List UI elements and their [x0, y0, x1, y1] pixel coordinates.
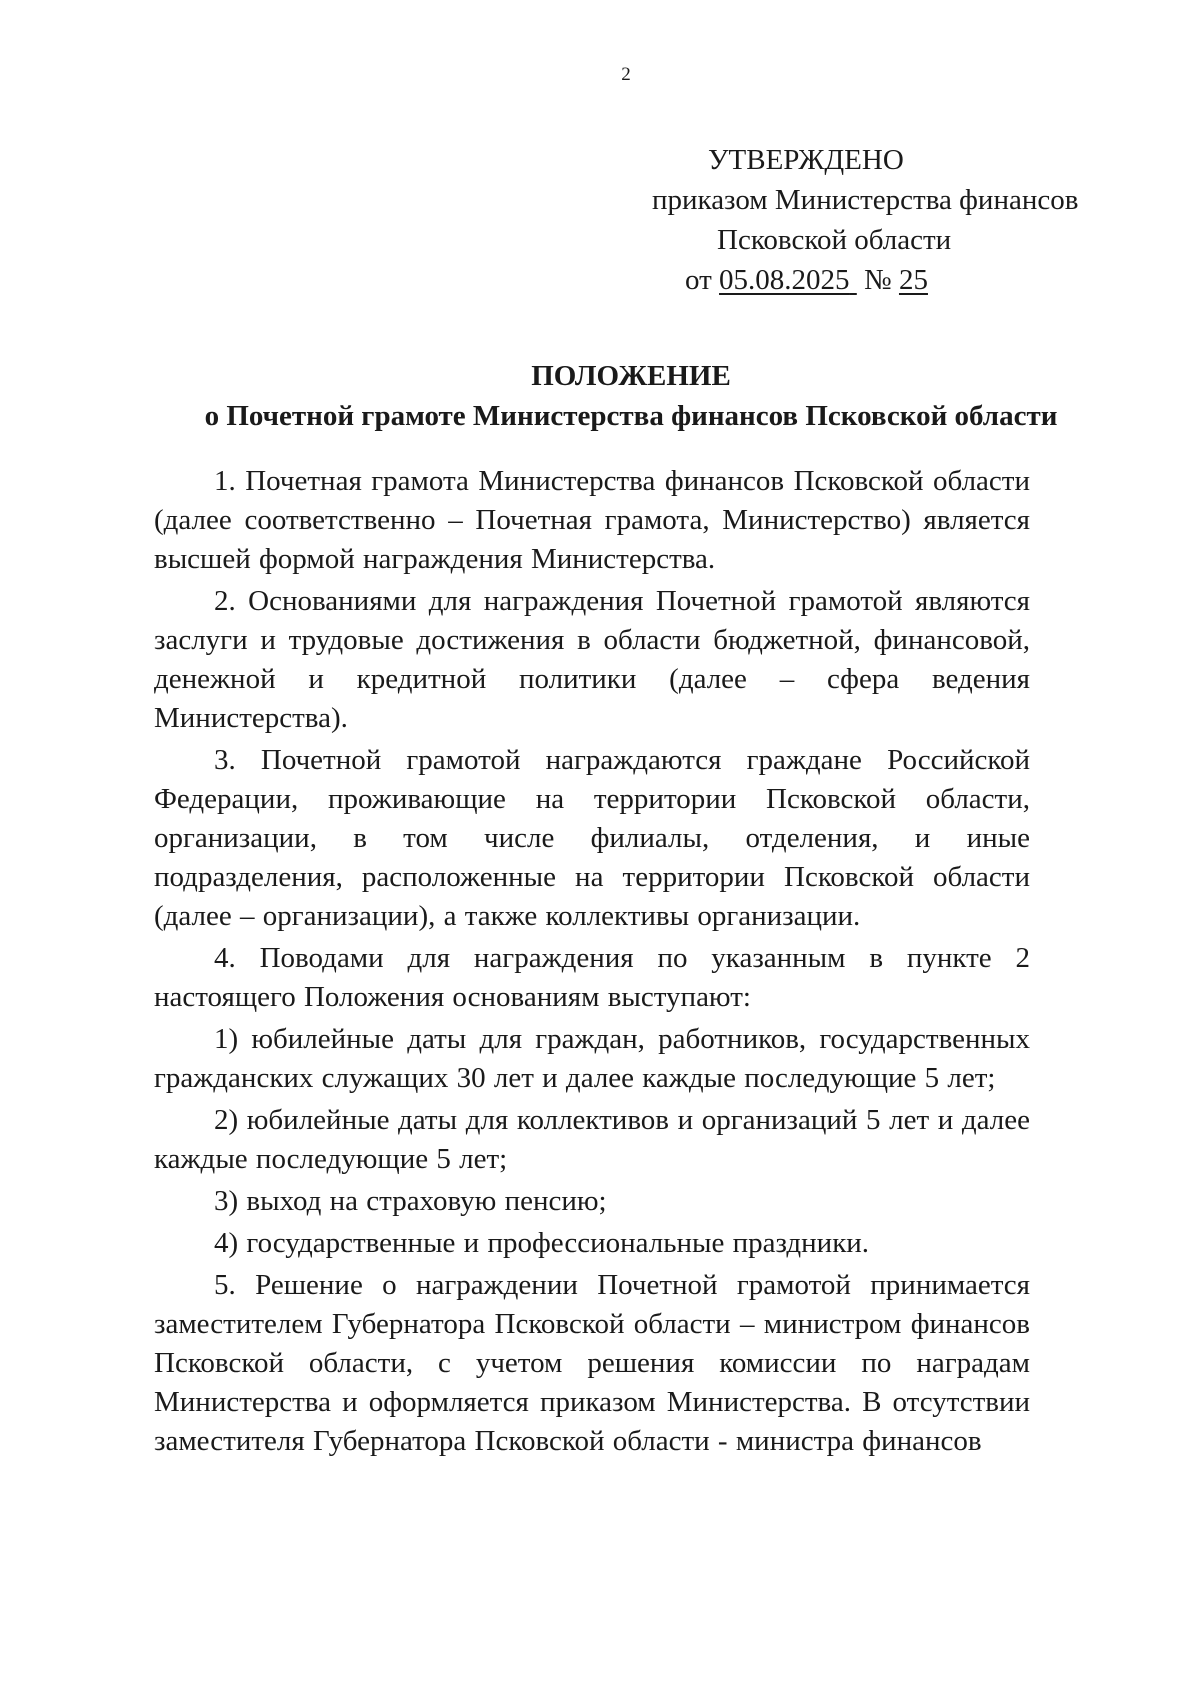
number-sign: № — [864, 264, 892, 296]
paragraph-4: 4. Поводами для награждения по указанным в пункте 2 настоящего Положения основаниям выступают: — [154, 942, 1030, 1013]
paragraph-3: 3. Почетной грамотой награждаются граждане Российской Федерации, проживающие на территории Псковской области, организации, в том числе филиалы, отделения, и иные подразделения, расположенные на территории Псковской области (далее – организации), а также коллективы организации. — [154, 744, 1030, 932]
approval-order-line: приказом Министерства финансов — [652, 184, 1079, 216]
approval-region-line: Псковской области — [717, 224, 952, 256]
list-item-2: 2) юбилейные даты для коллективов и организаций 5 лет и далее каждые последующие 5 лет; — [154, 1104, 1030, 1175]
approval-date-line — [590, 260, 1130, 300]
paragraph-2: 2. Основаниями для награждения Почетной грамотой являются заслуги и трудовые достижения в области бюджетной, финансовой, денежной и кредитной политики (далее – сфера ведения Министерства). — [154, 585, 1030, 734]
list-item-4: 4) государственные и профессиональные праздники. — [214, 1227, 870, 1259]
page-number: 2 — [621, 64, 631, 85]
title-sub: о Почетной грамоте Министерства финансов Псковской области — [204, 400, 1058, 432]
date-prefix: от — [685, 264, 712, 296]
document-title — [0, 356, 1200, 436]
paragraph-5: 5. Решение о награждении Почетной грамотой принимается заместителем Губернатора Псковской области – министром финансов Псковской области, с учетом решения комиссии по наградам Министерства и оформляется приказом Министерства. В отсутствии заместителя Губернатора Псковской области - министра финансов — [154, 1269, 1030, 1457]
document-body — [154, 462, 1030, 1464]
approval-block — [590, 140, 1130, 300]
title-main: ПОЛОЖЕНИЕ — [531, 360, 731, 392]
approval-title: УТВЕРЖДЕНО — [708, 144, 904, 176]
approval-number: 25 — [898, 264, 928, 296]
paragraph-1: 1. Почетная грамота Министерства финансов Псковской области (далее соответственно – Почетная грамота, Министерство) является высшей формой награждения Министерства. — [154, 465, 1030, 575]
list-item-3: 3) выход на страховую пенсию; — [214, 1185, 607, 1217]
approval-date: 05.08.2025 — [719, 264, 850, 296]
list-item-1: 1) юбилейные даты для граждан, работников, государственных гражданских служащих 30 лет и далее каждые последующие 5 лет; — [154, 1023, 1030, 1094]
